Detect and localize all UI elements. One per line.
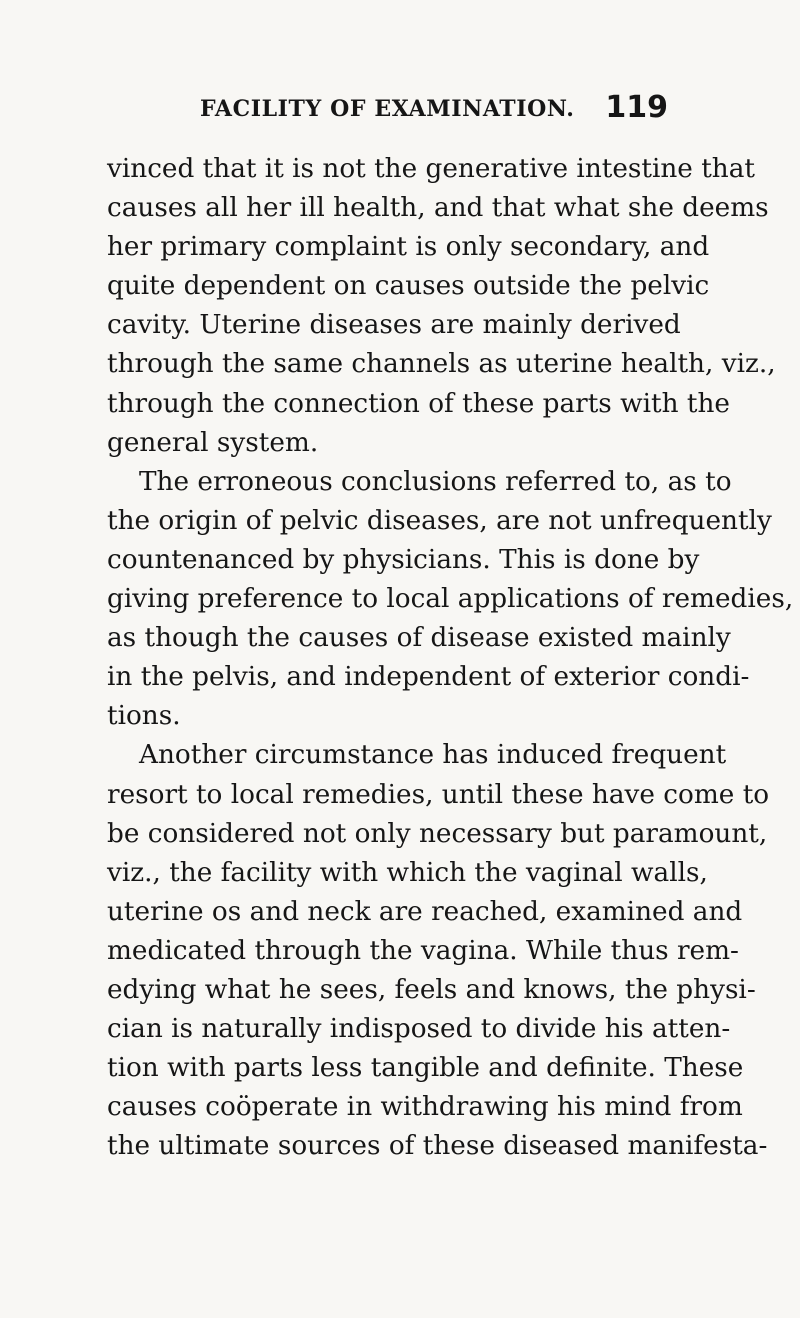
text-line: be considered not only necessary but paramount, (107, 818, 768, 849)
text-line: tions. (107, 701, 181, 732)
text-line: through the same channels as uterine health, viz., (107, 349, 776, 380)
text-line: giving preference to local applications of remedies, (107, 584, 794, 615)
text-line: in the pelvis, and independent of exterior condi- (107, 662, 750, 693)
text-line: causes all her ill health, and that what she deems (107, 193, 769, 224)
body-text (107, 150, 794, 1166)
text-line: vinced that it is not the generative intestine that (107, 154, 755, 184)
text-line: general system. (107, 427, 319, 458)
page-number: 119 (605, 90, 668, 125)
text-line: viz., the facility with which the vaginal walls, (107, 857, 708, 888)
text-line: the ultimate sources of these diseased manifesta- (107, 1131, 768, 1162)
text-line: cavity. Uterine diseases are mainly derived (107, 310, 681, 341)
text-line: causes coöperate in withdrawing his mind from (107, 1092, 743, 1123)
text-line: resort to local remedies, until these have come to (107, 779, 770, 810)
text-line: The erroneous conclusions referred to, as to (139, 466, 732, 497)
text-line: medicated through the vagina. While thus rem- (107, 935, 739, 966)
page-header (200, 90, 668, 130)
text-line: quite dependent on causes outside the pelvic (107, 271, 710, 302)
text-line: tion with parts less tangible and definite. These (107, 1053, 744, 1084)
text-line: through the connection of these parts with the (107, 388, 730, 419)
text-line: the origin of pelvic diseases, are not unfrequently (107, 505, 772, 536)
running-head: FACILITY OF EXAMINATION. (200, 96, 575, 122)
text-line: uterine os and neck are reached, examined and (107, 896, 743, 927)
text-line: cian is naturally indisposed to divide his atten- (107, 1014, 731, 1045)
text-line: countenanced by physicians. This is done by (107, 544, 700, 575)
text-line: her primary complaint is only secondary, and (107, 232, 710, 263)
text-line: as though the causes of disease existed mainly (107, 623, 731, 654)
text-line: Another circumstance has induced frequent (139, 740, 727, 771)
text-line: edying what he sees, feels and knows, the physi- (107, 974, 756, 1005)
